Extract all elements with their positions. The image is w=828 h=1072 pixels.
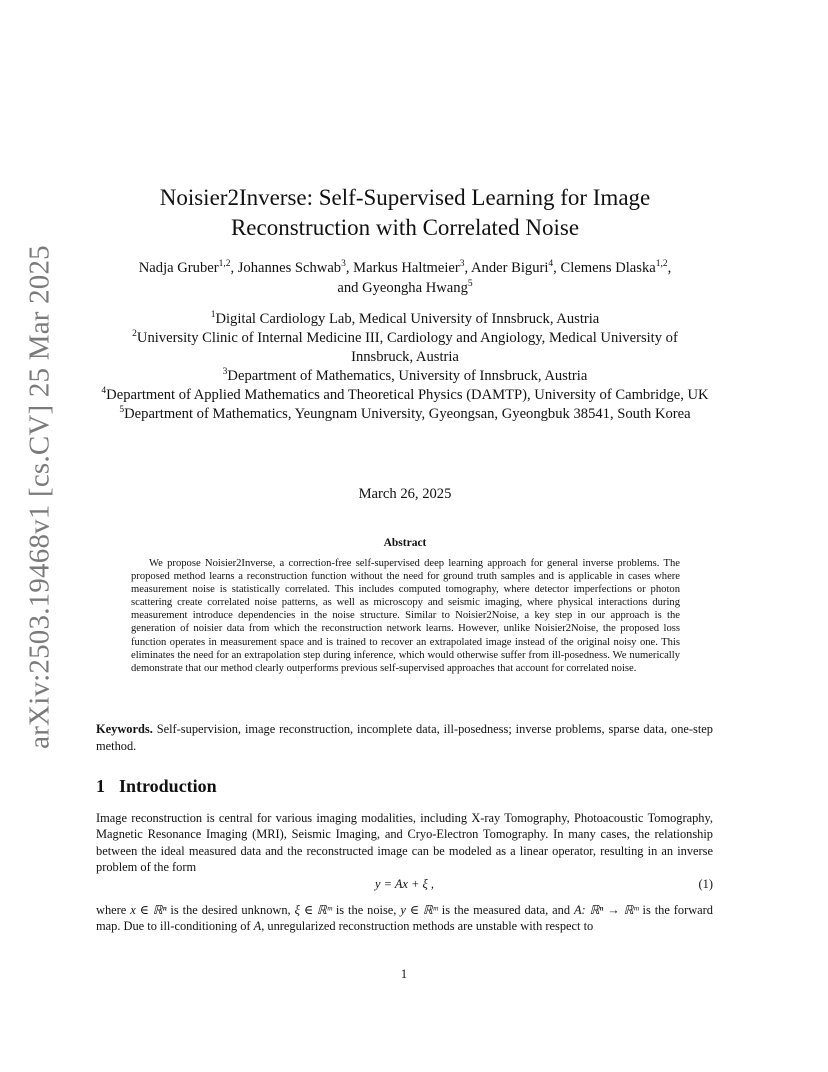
abstract-body: We propose Noisier2Inverse, a correction-free self-supervised deep learning approach for general inverse problems. The proposed method learns a reconstruction function without the need for ground truth samples and is applicable in cases where measurement noise is statistically correlated. This includes computed tomography, where detector imperfections or photon scattering create correlated noise patterns, as well as microscopy and seismic imaging, where physical interactions during measurement introduce dependencies in the noise structure. Similar to Noisier2Noise, a key step in our approach is the generation of noisier data from which the reconstruction network learns. However, unlike Noisier2Noise, the proposed loss function operates in measurement space and is trained to recover an extrapolated image instead of the original noisy one. This eliminates the need for an extrapolation step during inference, which would otherwise suffer from ill-posedness. We numerically demonstrate that our method clearly outperforms previous self-supervised approaches that account for correlated noise. <box>131 558 680 674</box>
author: Johannes Schwab$^3$, <box>237 259 354 276</box>
author: Clemens Dlaska$^{1,2}$, <box>560 259 672 276</box>
section-title: Introduction <box>119 776 217 796</box>
abstract-heading: Abstract <box>383 537 427 549</box>
author-list <box>100 258 710 298</box>
keywords <box>96 721 713 754</box>
intro-paragraph: Image reconstruction is central for various imaging modalities, including X-ray Tomography, Photoacoustic Tomography, Magnetic Resonance Imaging (MRI), Seismic Imaging, and Cryo-Electron Tomography. In many cases, the relationship between the ideal measured data and the reconstructed image can be modeled as a linear operator, resulting in an inverse problem of the form <box>96 811 713 875</box>
section-heading <box>96 776 217 797</box>
author: and Gyeongha Hwang$^5$ <box>337 279 473 296</box>
paper-title <box>100 183 710 243</box>
title-line-2: Reconstruction with Correlated Noise <box>230 215 580 240</box>
equation: y = Ax + ξ , <box>375 877 434 891</box>
section-number: 1 <box>96 776 105 796</box>
author: Markus Haltmeier$^3$, <box>353 259 471 276</box>
title-line-1: Noisier2Inverse: Self-Supervised Learning for Image <box>159 185 651 210</box>
affiliation-list <box>100 310 710 424</box>
affiliation: $^3$Department of Mathematics, University of Innsbruck, Austria <box>222 367 588 384</box>
arxiv-stamp: arXiv:2503.19468v1 [cs.CV] 25 Mar 2025 <box>23 245 56 749</box>
equation-row <box>96 877 713 895</box>
affiliation: $^5$Department of Mathematics, Yeungnam University, Gyeongsan, Gyeongbuk 38541, South Korea <box>119 405 691 422</box>
author: Nadja Gruber$^{1,2}$, <box>138 259 238 276</box>
author: Ander Biguri$^4$, <box>471 259 561 276</box>
keywords-label: Keywords. <box>96 722 153 736</box>
affiliation: $^4$Department of Applied Mathematics and Theoretical Physics (DAMTP), University of Cambridge, UK <box>101 386 709 403</box>
keywords-text: Self-supervision, image reconstruction, incomplete data, ill-posedness; inverse problems, sparse data, one-step method. <box>96 722 713 753</box>
publication-date: March 26, 2025 <box>358 486 452 502</box>
intro-paragraph-continued: where x ∈ ℝⁿ is the desired unknown, ξ ∈ ℝᵐ is the noise, y ∈ ℝᵐ is the measured data, and A: ℝⁿ → ℝᵐ is the forward map. Due to ill-conditioning of A, unregularized reconstruction methods are unstable with respect to <box>96 903 714 934</box>
affiliation: $^1$Digital Cardiology Lab, Medical University of Innsbruck, Austria <box>210 310 600 327</box>
affiliation: $^2$University Clinic of Internal Medicine III, Cardiology and Angiology, Medical University of Innsbruck, Austria <box>132 329 678 365</box>
page-number: 1 <box>400 967 408 981</box>
equation-number: (1) <box>698 877 713 891</box>
